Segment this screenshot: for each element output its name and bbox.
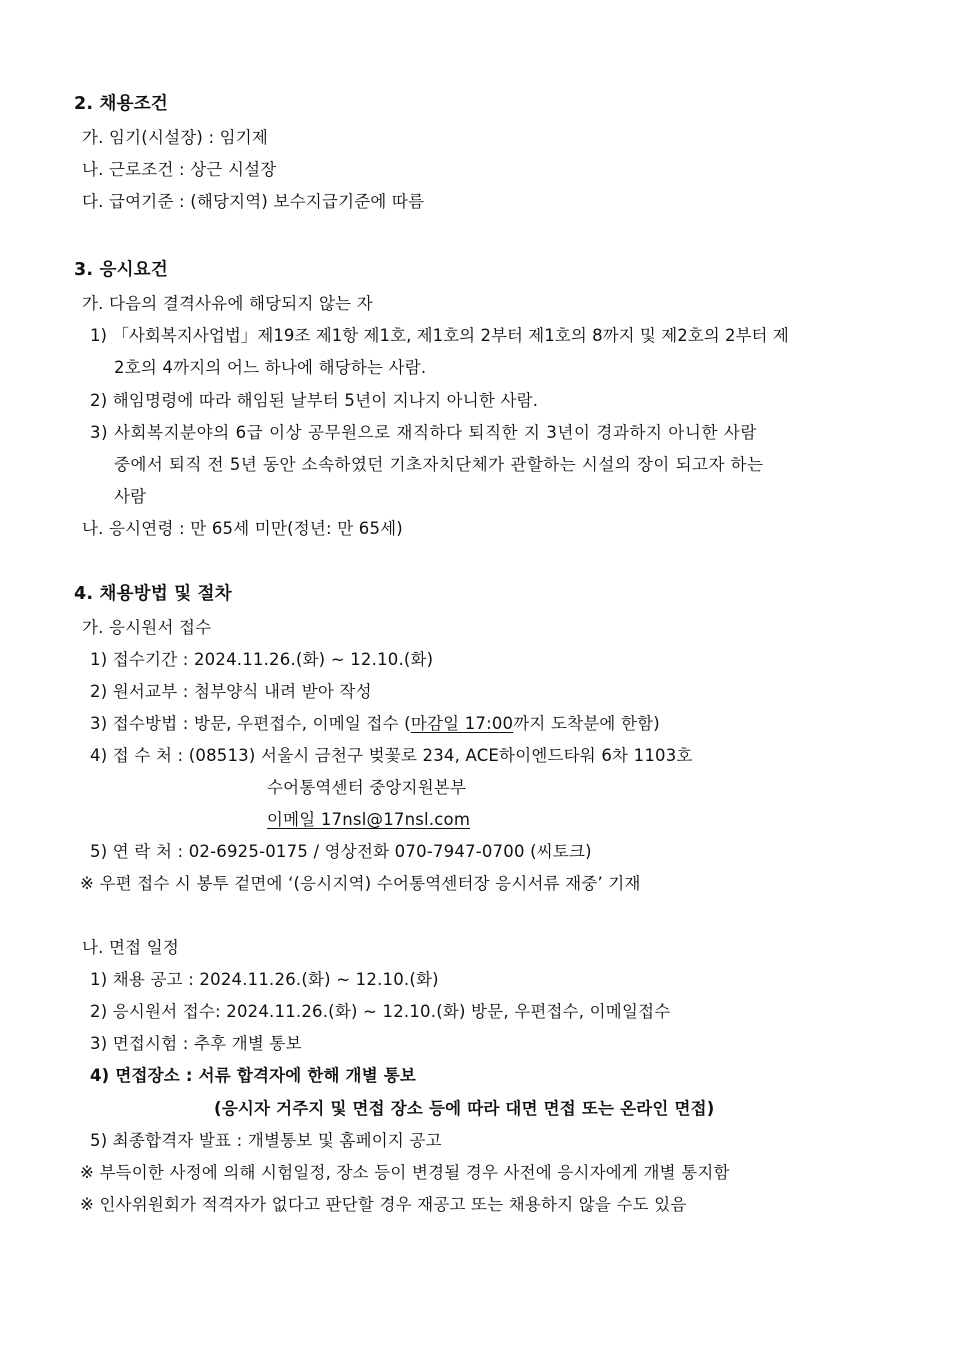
deadline-text: 마감일 17:00 (410, 714, 514, 733)
application-email-link[interactable]: 이메일 17nsl@17nsl.com (267, 810, 471, 829)
section-heading-hiring-conditions: 2. 채용조건 (74, 94, 168, 114)
requirement-sub2: 2) 해임명령에 따라 해임된 날부터 5년이 지나지 아니한 사람. (90, 391, 539, 410)
section-heading-requirements: 3. 응시요건 (74, 260, 168, 280)
schedule-interview-location-detail: (응시자 거주지 및 면접 장소 등에 따라 대면 면접 또는 온라인 면접) (214, 1099, 715, 1118)
no-suitable-candidate-note: ※ 인사위원회가 적격자가 없다고 판단할 경우 재공고 또는 채용하지 않을 수도 있음 (80, 1195, 687, 1214)
requirement-sub3-line1: 3) 사회복지분야의 6급 이상 공무원으로 재직하다 퇴직한 지 3년이 경과하지 아니한 사람 (90, 423, 757, 442)
condition-work: 나. 근로조건 : 상근 시설장 (82, 160, 277, 179)
schedule-announcement: 1) 채용 공고 : 2024.11.26.(화) ~ 12.10.(화) (90, 970, 439, 989)
condition-term: 가. 임기(시설장) : 임기제 (82, 128, 269, 147)
requirement-sub1-line2: 2호의 4까지의 어느 하나에 해당하는 사람. (114, 358, 427, 377)
application-receipt-title: 가. 응시원서 접수 (82, 618, 212, 637)
application-form: 2) 원서교부 : 첨부양식 내려 받아 작성 (90, 682, 372, 701)
application-address-org: 수어통역센터 중앙지원본부 (267, 778, 467, 797)
application-address: 4) 접 수 처 : (08513) 서울시 금천구 벚꽃로 234, ACE하이엔드타워 6차 1103호 (90, 746, 693, 765)
requirement-disqualification: 가. 다음의 결격사유에 해당되지 않는 자 (82, 294, 373, 313)
application-contact: 5) 연 락 처 : 02-6925-0175 / 영상전화 070-7947-0700 (씨토크) (90, 842, 592, 861)
requirement-sub1-line1: 1) 「사회복지사업법」제19조 제1항 제1호, 제1호의 2부터 제1호의 8까지 및 제2호의 2부터 제 (90, 326, 789, 345)
condition-salary: 다. 급여기준 : (해당지역) 보수지급기준에 따름 (82, 192, 425, 211)
section-heading-procedure: 4. 채용방법 및 절차 (74, 584, 232, 604)
schedule-application: 2) 응시원서 접수: 2024.11.26.(화) ~ 12.10.(화) 방문, 우편접수, 이메일접수 (90, 1002, 671, 1021)
requirement-sub3-line3: 사람 (114, 487, 147, 506)
schedule-change-note: ※ 부득이한 사정에 의해 시험일정, 장소 등이 변경될 경우 사전에 응시자에게 개별 통지함 (80, 1163, 730, 1182)
application-method (90, 712, 660, 736)
application-method-text: 3) 접수방법 : 방문, 우편접수, 이메일 접수 ( (90, 714, 411, 733)
schedule-final-announcement: 5) 최종합격자 발표 : 개별통보 및 홈페이지 공고 (90, 1131, 442, 1150)
requirement-age: 나. 응시연령 : 만 65세 미만(정년: 만 65세) (82, 519, 403, 538)
requirement-sub3-line2: 중에서 퇴직 전 5년 동안 소속하였던 기초자치단체가 관할하는 시설의 장이 되고자 하는 (114, 455, 764, 474)
schedule-interview-exam: 3) 면접시험 : 추후 개별 통보 (90, 1034, 302, 1053)
interview-schedule-title: 나. 면접 일정 (82, 938, 180, 957)
mail-envelope-note: ※ 우편 접수 시 봉투 겉면에 ‘(응시지역) 수어통역센터장 응시서류 재중’ 기재 (80, 874, 641, 893)
application-method-tail: 까지 도착분에 한함) (513, 714, 660, 733)
schedule-interview-location: 4) 면접장소 : 서류 합격자에 한해 개별 통보 (90, 1066, 417, 1085)
application-period: 1) 접수기간 : 2024.11.26.(화) ~ 12.10.(화) (90, 650, 434, 669)
